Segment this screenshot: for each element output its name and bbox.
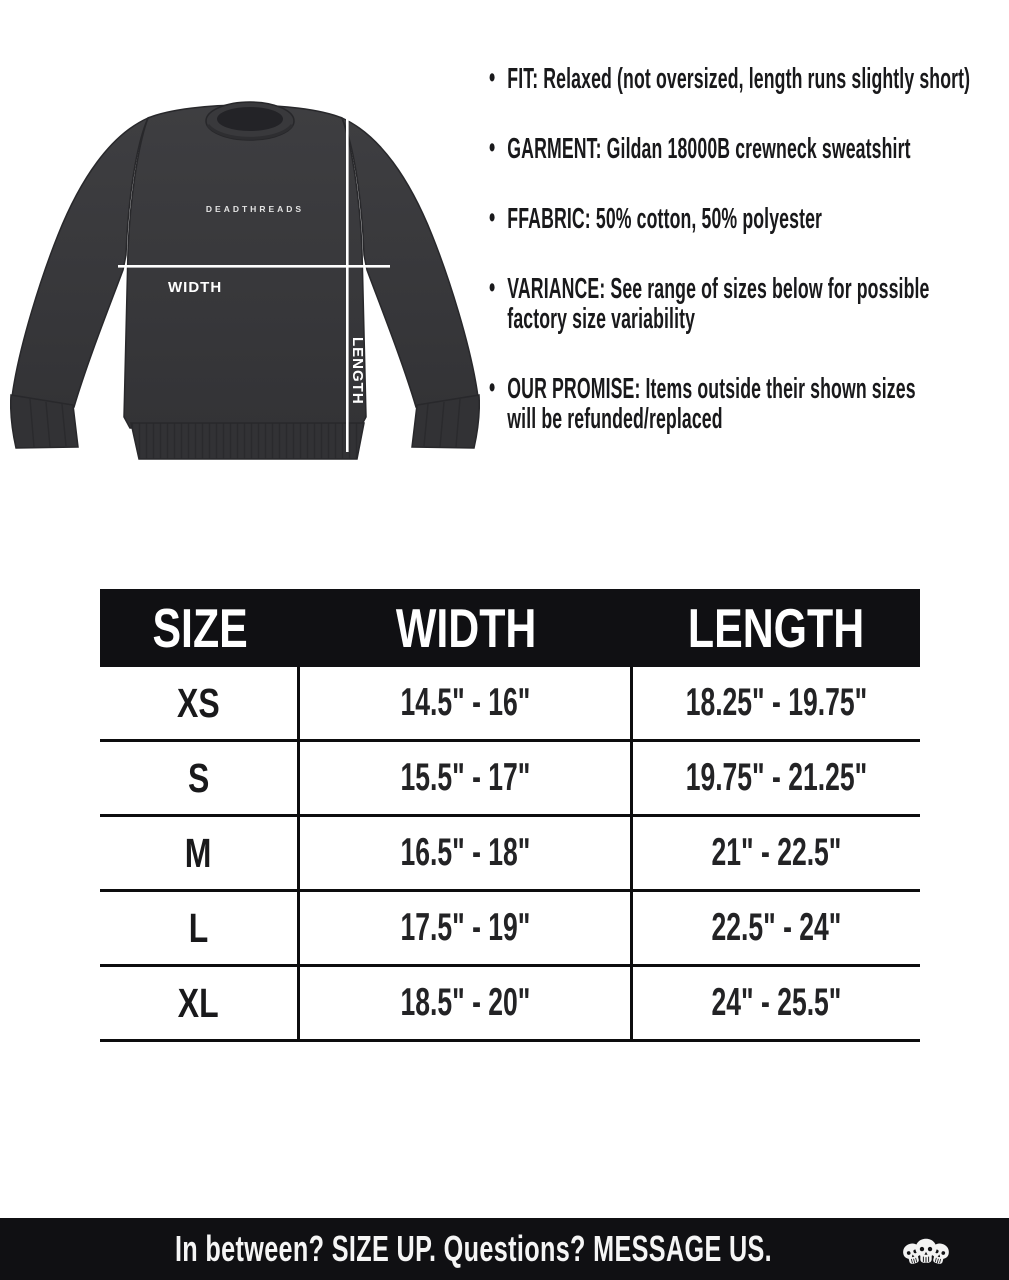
table-row-l — [100, 892, 920, 967]
product-details-list — [489, 64, 1009, 474]
length-cell: 19.75" - 21.25" — [685, 756, 868, 799]
table-row-xl — [100, 967, 920, 1042]
length-cell: 22.5" - 24" — [711, 906, 842, 949]
bullet-variance — [489, 274, 1009, 334]
bullet-fabric-text: • FFABRIC: 50% cotton, 50% polyester — [507, 203, 823, 235]
bullet-promise-line2: will be refunded/replaced — [507, 403, 723, 435]
footer-message-wrap — [0, 1218, 946, 1280]
bullet-variance-line1: • VARIANCE: See range of sizes below for possible — [507, 273, 930, 305]
header-width-label: WIDTH — [396, 597, 537, 659]
bullet-garment — [489, 134, 1009, 164]
table-row-s — [100, 742, 920, 817]
brand-text: DEADTHREADS — [205, 204, 305, 214]
header-cell-length — [633, 589, 920, 667]
table-row-xs — [100, 667, 920, 742]
width-measure-line — [118, 265, 390, 268]
table-row-m — [100, 817, 920, 892]
length-cell: 21" - 22.5" — [711, 831, 842, 874]
footer-message: In between? SIZE UP. Questions? MESSAGE US. — [174, 1228, 772, 1269]
header-size-label: SIZE — [152, 597, 248, 659]
product-measurement-diagram — [10, 85, 480, 475]
length-cell: 18.25" - 19.75" — [685, 681, 868, 724]
width-cell: 14.5" - 16" — [400, 681, 530, 724]
size-cell: L — [188, 904, 209, 951]
header-length-label: LENGTH — [688, 597, 865, 659]
bullet-garment-text: • GARMENT: Gildan 18000B crewneck sweatshirt — [507, 133, 911, 165]
length-label: LENGTH — [349, 337, 366, 405]
width-cell: 18.5" - 20" — [400, 981, 530, 1024]
skulls-logo-icon — [901, 1229, 951, 1271]
width-cell: 17.5" - 19" — [400, 906, 530, 949]
width-cell: 16.5" - 18" — [400, 831, 530, 874]
width-label: WIDTH — [168, 279, 223, 296]
bullet-promise-line1: • OUR PROMISE: Items outside their shown sizes — [507, 373, 916, 405]
bullet-fit-text: • FIT: Relaxed (not oversized, length runs slightly short) — [507, 63, 971, 95]
collar-opening — [217, 107, 283, 131]
size-table-header — [100, 589, 920, 667]
header-cell-width — [300, 589, 633, 667]
size-cell: XS — [177, 679, 220, 726]
footer-bar — [0, 1218, 1009, 1280]
size-table — [100, 589, 920, 1042]
waistband — [131, 423, 364, 459]
header-cell-size — [100, 589, 300, 667]
size-cell: S — [187, 754, 210, 801]
size-cell: M — [185, 829, 212, 876]
bullet-fabric — [489, 204, 1009, 234]
size-cell: XL — [178, 979, 219, 1026]
width-cell: 15.5" - 17" — [400, 756, 530, 799]
length-measure-line — [346, 118, 349, 452]
bullet-variance-line2: factory size variability — [507, 303, 696, 335]
bullet-fit — [489, 64, 1009, 94]
length-cell: 24" - 25.5" — [711, 981, 842, 1024]
bullet-promise — [489, 374, 1009, 434]
sweatshirt-image — [10, 85, 480, 475]
